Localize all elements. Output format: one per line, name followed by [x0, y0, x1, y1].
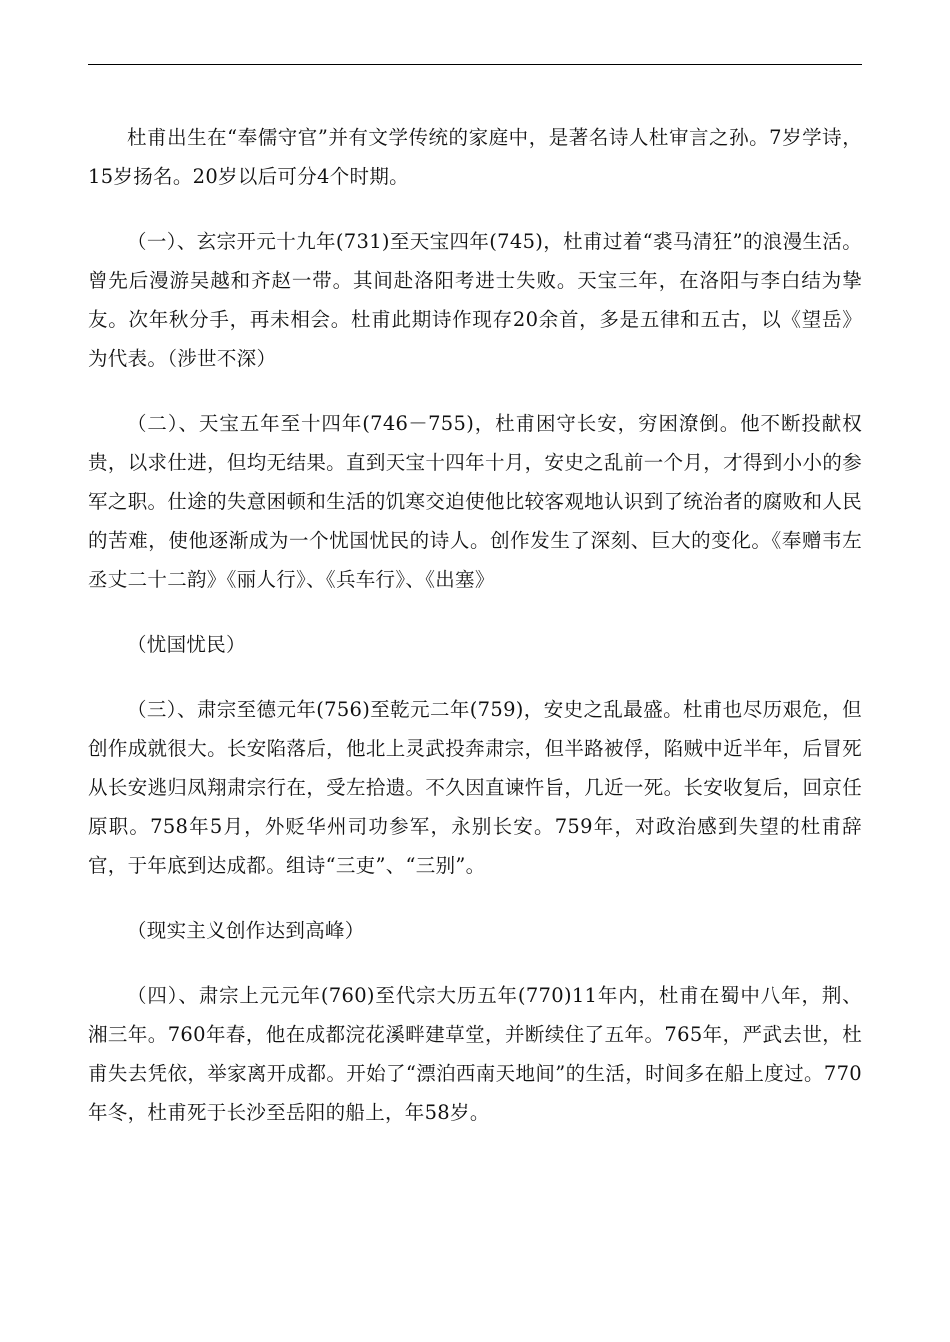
period-2-paragraph: （二）、天宝五年至十四年(746－755)，杜甫困守长安，穷困潦倒。他不断投献权贵，以求仕进，但均无结果。直到天宝十四年十月，安史之乱前一个月，才得到小小的参军之职。仕途的失意困顿和生活的饥寒交迫使他比较客观地认识到了统治者的腐败和人民的苦难，使他逐渐成为一个忧国忧民的诗人。创作发生了深刻、巨大的变化。《奉赠韦左丞丈二十二韵》《丽人行》、《兵车行》、《出塞》: [88, 412, 862, 591]
period-4-paragraph: （四）、肃宗上元元年(760)至代宗大历五年(770)11年内，杜甫在蜀中八年，荆、湘三年。760年春，他在成都浣花溪畔建草堂，并断续住了五年。765年，严武去世，杜甫失去凭依，举家离开成都。开始了“漂泊西南天地间”的生活，时间多在船上度过。770年冬，杜甫死于长沙至岳阳的船上，年58岁。: [88, 984, 862, 1124]
period-2-note: （忧国忧民）: [127, 633, 246, 656]
period-1-paragraph: （一）、玄宗开元十九年(731)至天宝四年(745)，杜甫过着“裘马清狂”的浪漫生活。曾先后漫游吴越和齐赵一带。其间赴洛阳考进士失败。天宝三年，在洛阳与李白结为挚友。次年秋分手，再未相会。杜甫此期诗作现存20余首，多是五律和五古，以《望岳》为代表。（涉世不深）: [88, 230, 862, 370]
period-3-note: （现实主义创作达到高峰）: [127, 919, 365, 942]
document-body: [88, 118, 862, 1132]
period-3-paragraph: （三）、肃宗至德元年(756)至乾元二年(759)，安史之乱最盛。杜甫也尽历艰危，但创作成就很大。长安陷落后，他北上灵武投奔肃宗，但半路被俘，陷贼中近半年，后冒死从长安逃归凤翔肃宗行在，受左拾遗。不久因直谏忤旨，几近一死。长安收复后，回京任原职。758年5月，外贬华州司功参军，永别长安。759年，对政治感到失望的杜甫辞官，于年底到达成都。组诗“三吏”、“三别”。: [88, 698, 862, 877]
header-rule: [88, 64, 862, 65]
intro-paragraph: 杜甫出生在“奉儒守官”并有文学传统的家庭中，是著名诗人杜审言之孙。7岁学诗，15岁扬名。20岁以后可分4个时期。: [88, 126, 862, 188]
